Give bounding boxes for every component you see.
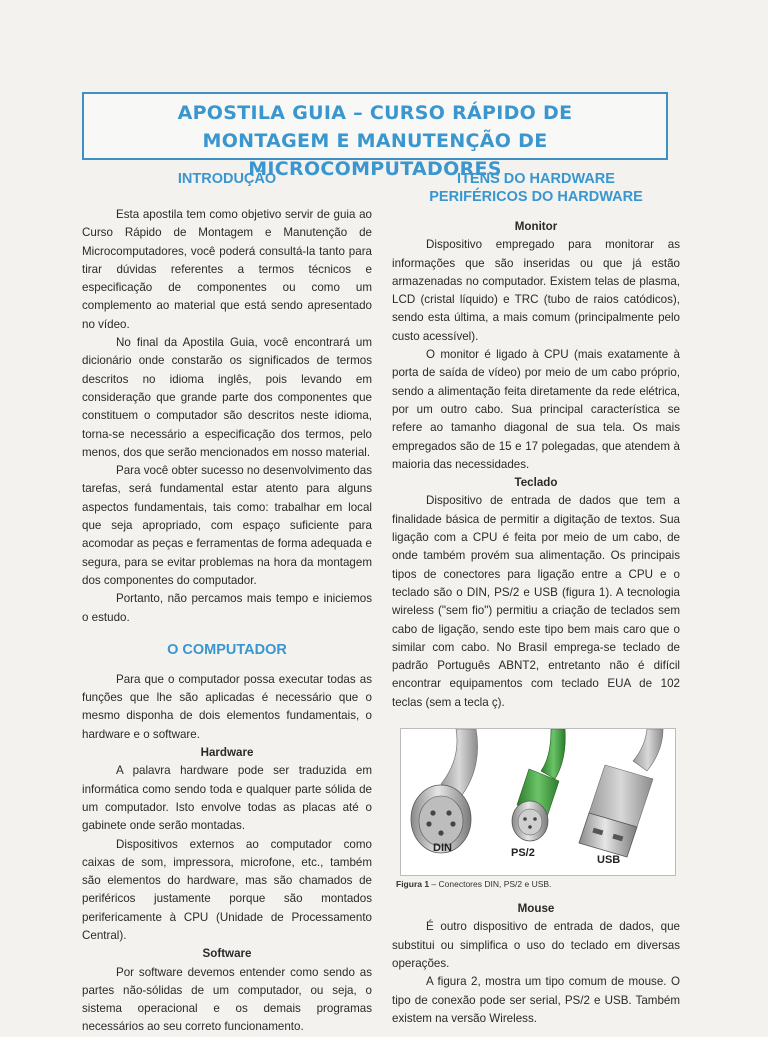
mouse-paragraph-2: A figura 2, mostra um tipo comum de mouse. O tipo de conexão pode ser serial, PS/2 e USB. Também existem na versão Wireless. <box>392 975 680 1025</box>
din-connector-icon <box>411 729 478 853</box>
keyboard-paragraph-1: Dispositivo de entrada de dados que tem a finalidade básica de permitir a digitação de textos. Sua ligação com a CPU é feita por meio de um cabo, de onde também provém sua alimentação. Os principais tipos de conectores para ligação entre a CPU e o teclado são o DIN, PS/2 e USB (figura 1). A tecnologia wireless ("sem fio") permitiu a criação de teclados sem cabo de ligação, sendo este tipo bem mais caro que o similar com cabo. No Brasil emprega-se teclado de padrão Português ABNT2, entretanto não é difícil encontrar equipamentos com teclado EUA de 102 teclas (sem a tecla ç). <box>392 494 680 709</box>
hardware-paragraph-1: A palavra hardware pode ser traduzida em informática como sendo toda e qualquer parte sólida de um computador. Isto envolve todas as placas até o gabinete onde serão montadas. <box>82 764 372 833</box>
ps2-label: PS/2 <box>511 847 535 860</box>
intro-paragraph-3: Para você obter sucesso no desenvolvimento das tarefas, será fundamental estar atento para alguns aspectos fundamentais, tais como: trabalhar em local que seja apropriado, com espaço suficiente para acomodar as peças e ferramentas de forma adequada e segura, para se evitar problemas na hora da montagem dos componentes do computador. <box>82 464 372 587</box>
usb-label: USB <box>597 854 621 867</box>
din-label: DIN <box>433 842 452 855</box>
mouse-paragraph-1: É outro dispositivo de entrada de dados, que substitui ou simplifica o uso do teclado em diversas operações. <box>392 920 680 970</box>
connectors-figure <box>400 728 676 876</box>
software-heading: Software <box>202 947 252 961</box>
usb-connector-icon <box>579 729 663 857</box>
title-line-1: APOSTILA GUIA – CURSO RÁPIDO DE <box>177 102 573 124</box>
hardware-paragraph-2: Dispositivos externos ao computador como caixas de som, impressora, microfone, etc., também são elementos do hardware, mas são chamados de periféricos justamente porque são montados perifericamente à CPU (Unidade de Processamento Central). <box>82 837 372 942</box>
monitor-paragraph-2: O monitor é ligado à CPU (mais exatamente à porta de saída de vídeo) por meio de um cabo próprio, sendo a alimentação feita diretamente da rede elétrica, por um outro cabo. Sua principal característica se refere ao tamanho diagonal de sua tela. Os mais empregados são de 15 e 17 polegadas, que atendem à maioria das necessidades. <box>392 348 680 471</box>
figure-caption <box>396 878 680 890</box>
software-paragraph-1: Por software devemos entender como sendo as partes não-sólidas de um computador, ou seja, o sistema operacional e os demais programas necessários ao seu correto funcionamento. <box>82 965 372 1034</box>
keyboard-heading: Teclado <box>514 476 558 490</box>
title-line-2: MONTAGEM E MANUTENÇÃO DE MICROCOMPUTADORES <box>202 130 548 180</box>
monitor-heading: Monitor <box>514 220 558 233</box>
ps2-connector-icon <box>512 729 565 841</box>
left-column <box>82 170 372 1037</box>
items-heading-2: PERIFÉRICOS DO HARDWARE <box>429 189 643 205</box>
figure-caption-label: Figura 1 <box>396 879 430 890</box>
figure-caption-text: – Conectores DIN, PS/2 e USB. <box>429 879 552 890</box>
items-heading-1: ITENS DO HARDWARE <box>457 171 615 187</box>
monitor-paragraph-1: Dispositivo empregado para monitorar as informações que são inseridas ou que já estão armazenadas no computador. Existem telas de plasma, LCD (cristal líquido) e TRC (tubo de raios catódicos), sendo esta última, a mais comum (principalmente pelo custo acessível). <box>392 238 680 343</box>
computer-heading: O COMPUTADOR <box>167 641 287 658</box>
computer-paragraph-1: Para que o computador possa executar todas as funções que lhe são aplicadas é necessário que o mesmo disponha de dois elementos fundamentais, o hardware e o software. <box>82 672 372 741</box>
right-column <box>392 170 680 1028</box>
hardware-heading: Hardware <box>200 746 254 760</box>
mouse-heading: Mouse <box>517 902 555 916</box>
intro-heading: INTRODUÇÃO <box>177 171 277 187</box>
intro-paragraph-2: No final da Apostila Guia, você encontrará um dicionário onde constarão os significados de termos descritos no idioma inglês, pois levando em consideração que grande parte dos componentes que constituem o computador são descritos neste idioma, torna-se necessário a especificação dos termos, pelo menos, dos que serão mencionados em nosso material. <box>82 336 372 459</box>
intro-paragraph-1: Esta apostila tem como objetivo servir de guia ao Curso Rápido de Montagem e Manutenção de Microcomputadores, você poderá consultá-la tanto para tirar dúvidas referentes a termos técnicos e especificação de componentes ou como um complemento ao material que está sendo apresentado no vídeo. <box>82 208 372 331</box>
intro-paragraph-4: Portanto, não percamos mais tempo e iniciemos o estudo. <box>82 592 372 624</box>
